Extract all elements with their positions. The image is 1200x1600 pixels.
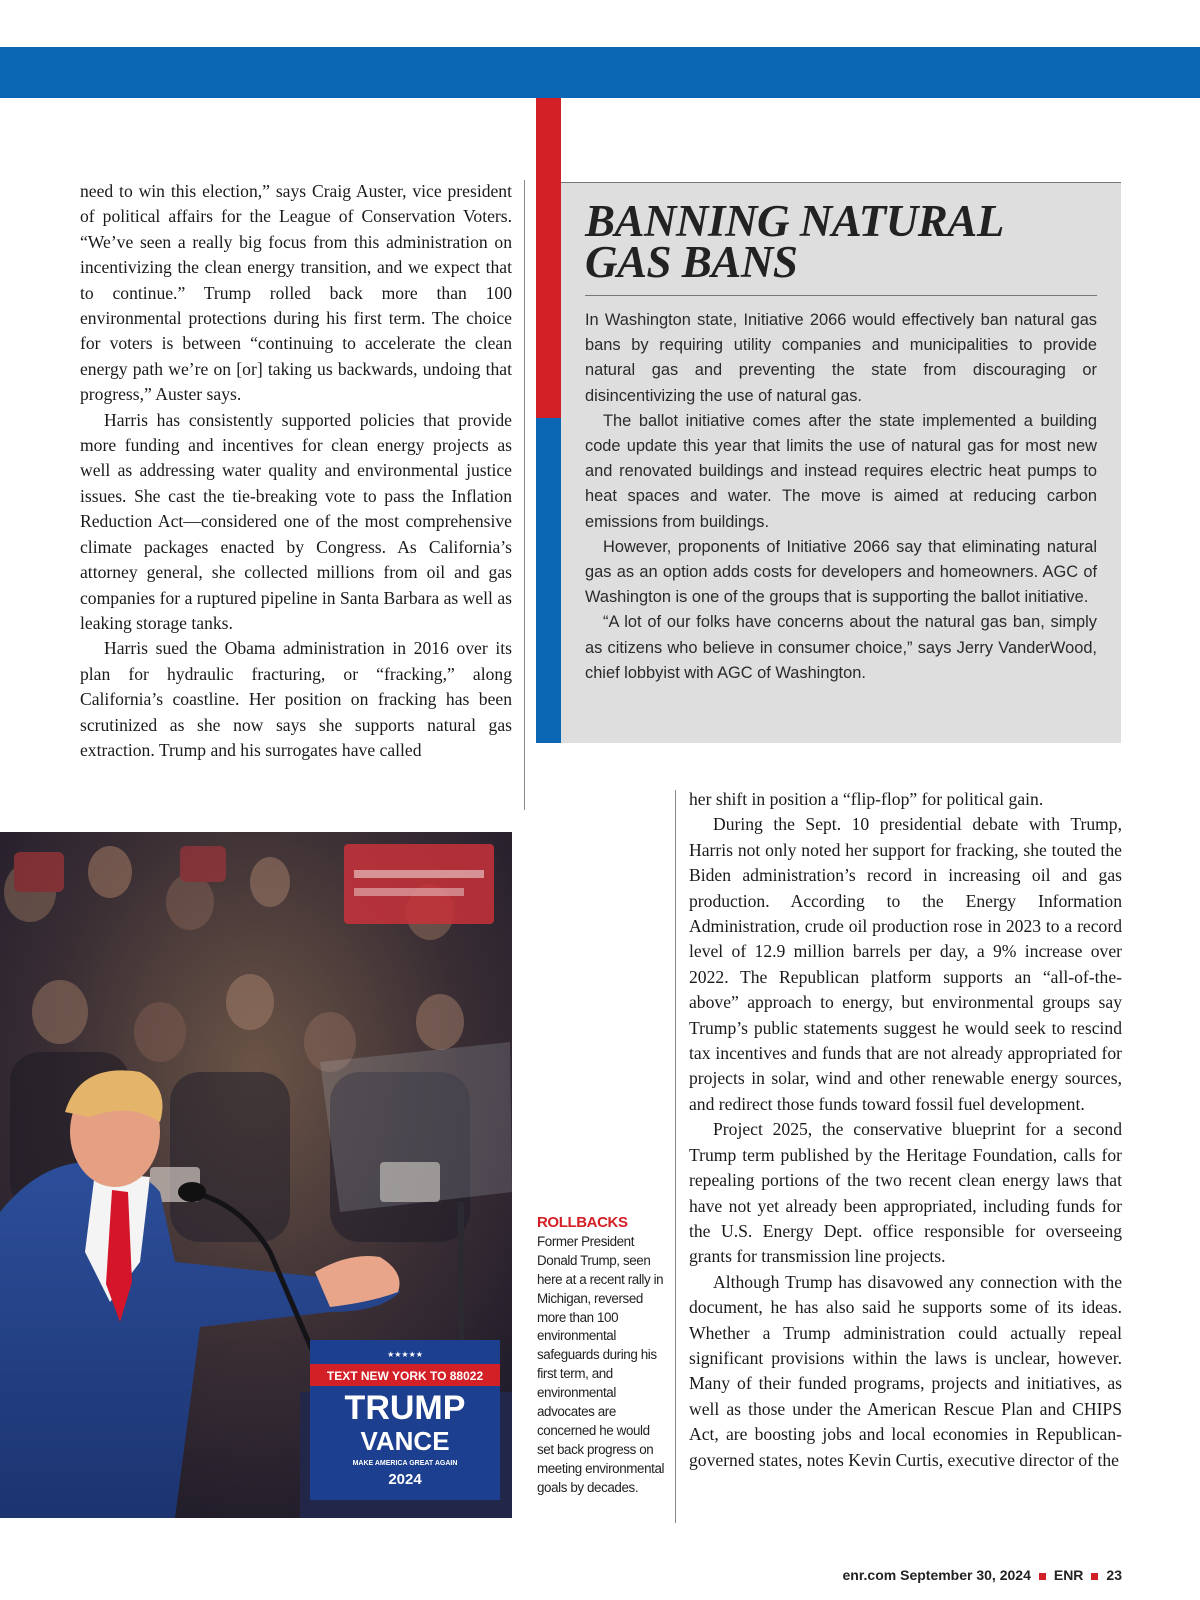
left-article-column [80, 179, 512, 763]
right-article-column [689, 787, 1122, 1473]
right-paragraph-3: Project 2025, the conservative blueprint for a second Trump term published by the Heritage Foundation, calls for repealing portions of the two recent clean energy laws that have not yet already been appropriated, including funds for the U.S. Energy Dept. office responsible for overseeing grants for transmission line projects. [689, 1119, 1122, 1267]
rally-photo-illustration [0, 832, 512, 1518]
sidebar-blue-stripe [536, 418, 561, 743]
sign-slogan: MAKE AMERICA GREAT AGAIN [352, 1460, 458, 1467]
sidebar-body [585, 308, 1097, 686]
caption-text: Former President Donald Trump, seen here at a recent rally in Michigan, reversed more than 100 environmental safeguards during his first term, and environmental advocates are concerned he would set back progress on meeting environmental goals by decades. [537, 1233, 665, 1495]
page-number: 23 [1106, 1567, 1122, 1583]
teleprompter-glass [320, 1042, 512, 1212]
footer-separator-square [1091, 1573, 1098, 1580]
sign-year: 2024 [388, 1471, 422, 1488]
sign-trump: TRUMP [344, 1389, 466, 1427]
caption-head: ROLLBACKS [537, 1214, 628, 1231]
sidebar-paragraph-4: “A lot of our folks have concerns about the natural gas ban, simply as citizens who believe in consumer choice,” says Jerry VanderWood, chief lobbyist with AGC of Washington. [585, 613, 1097, 682]
column-divider-left [524, 180, 525, 810]
right-paragraph-2: During the Sept. 10 presidential debate with Trump, Harris not only noted her support for fracking, she touted the Biden administration’s record in increasing oil and gas production. According to the Energy Information Administration, crude oil production rose in 2023 to a record level of 12.9 million barrels per day, a 9% increase over 2022. The Republican platform supports an “all-of-the-above” approach to energy, but environmental groups say Trump’s public statements suggest he would seek to rescind tax incentives and funds that are not already appropriated for projects in solar, wind and other renewable energy sources, and redirect those funds toward fossil fuel development. [689, 814, 1122, 1114]
sidebar-paragraph-2: The ballot initiative comes after the state implemented a building code update this year that limits the use of natural gas for most new and renovated buildings and instead requires electric heat pumps to heat spaces and water. The move is aimed at reducing carbon emissions from buildings. [585, 411, 1097, 531]
left-paragraph-3: Harris sued the Obama administration in 2016 over its plan for hydraulic fracturing, or “fracking,” along California’s coastline. Her position on fracking has been scrutinized as she now says she supports natural gas extraction. Trump and his surrogates have called [80, 638, 512, 760]
sign-vance: VANCE [360, 1426, 450, 1456]
sidebar-paragraph-1: In Washington state, Initiative 2066 would effectively ban natural gas bans by requiring utility companies and municipalities to provide natural gas and preventing the state from discouraging or disincentivizing the use of natural gas. [585, 311, 1097, 405]
rally-photo [0, 832, 512, 1518]
column-divider-right [675, 790, 676, 1523]
footer-brand: ENR [1053, 1567, 1084, 1583]
footer-separator-square [1039, 1573, 1046, 1580]
sign-text-line: TEXT NEW YORK TO 88022 [326, 1369, 484, 1383]
sidebar-paragraph-3: However, proponents of Initiative 2066 say that eliminating natural gas as an option adds costs for developers and homeowners. AGC of Washington is one of the groups that is supporting the ballot initiative. [585, 537, 1097, 607]
top-color-band [0, 47, 1200, 98]
left-paragraph-2: Harris has consistently supported policies that provide more funding and incentives for clean energy projects as well as addressing water quality and environmental justice issues. She cast the tie-breaking vote to pass the Inflation Reduction Act—considered one of the most comprehensive climate packages enacted by Congress. As California’s attorney general, she collected millions from oil and gas companies for a ruptured pipeline in Santa Barbara as well as leaking storage tanks. [80, 409, 512, 633]
sign-stars: ★★★★★ [387, 1350, 423, 1359]
right-paragraph-4: Although Trump has disavowed any connection with the document, he has also said he supports some of its ideas. Whether a Trump administration could actually repeal significant provisions within the laws is unclear, however. Many of their funded programs, projects and initiatives, as well as those under the American Rescue Plan and CHIPS Act, are boosting jobs and local economies in Republican-governed states, notes Kevin Curtis, executive director of the [689, 1271, 1122, 1470]
photo-caption [537, 1214, 665, 1498]
sidebar-red-stripe [536, 98, 561, 418]
right-paragraph-1: her shift in position a “flip-flop” for political gain. [689, 789, 1044, 809]
page-footer [760, 1567, 1122, 1583]
footer-site: enr.com [842, 1567, 897, 1583]
footer-date: September 30, 2024 [900, 1567, 1031, 1583]
left-paragraph-1: need to win this election,” says Craig Auster, vice president of political affairs for the League of Conservation Voters. “We’ve seen a really big focus from this administration on incentivizing the clean energy transition, and we expect that to continue.” Trump rolled back more than 100 environmental protections during his first term. The choice for voters is between “continuing to accelerate the clean energy path we’re on [or] taking us backwards, undoing that progress,” Auster says. [80, 181, 512, 405]
sidebar-box [561, 182, 1121, 743]
crowd-sign-red [344, 844, 494, 924]
sidebar-title: BANNING NATURAL GAS BANS [585, 201, 1097, 296]
